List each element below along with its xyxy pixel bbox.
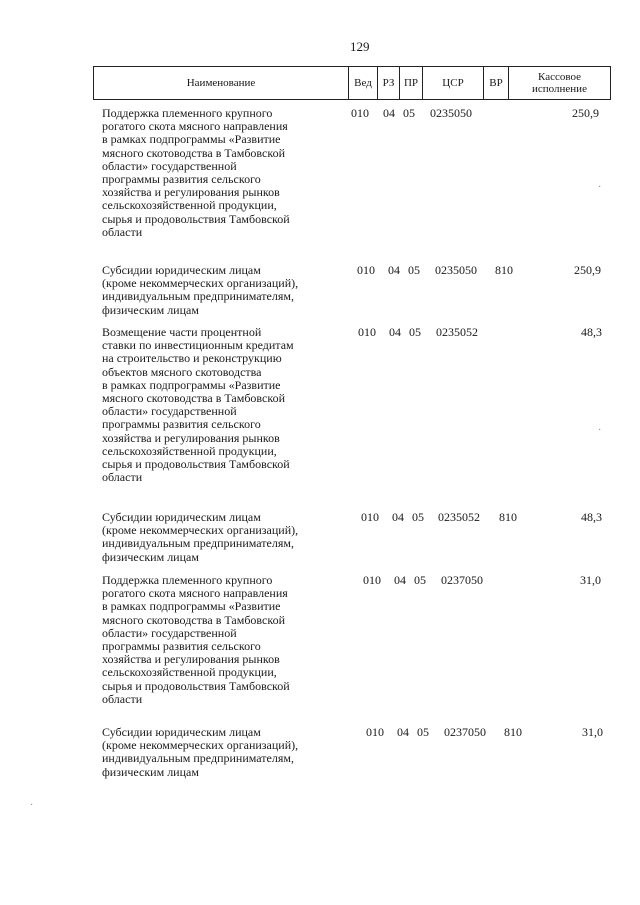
column-header-ved: Вед bbox=[348, 67, 377, 99]
row-csr: 0235052 bbox=[436, 325, 478, 339]
row-rz: 04 bbox=[392, 510, 404, 524]
row-ved: 010 bbox=[358, 325, 376, 339]
row-amount: 250,9 bbox=[572, 106, 599, 120]
row-rz: 04 bbox=[383, 106, 395, 120]
column-header-csr: ЦСР bbox=[422, 67, 483, 99]
row-ved: 010 bbox=[357, 263, 375, 277]
column-header-rz: РЗ bbox=[377, 67, 399, 99]
row-pr: 05 bbox=[403, 106, 415, 120]
row-pr: 05 bbox=[412, 510, 424, 524]
row-name: Поддержка племенного крупного рогатого скота мясного направления в рамках подпрограммы «Развитие мясного скотоводства в Тамбовской области» государственной программы развития сельского хозяйства и регулирования рынков сельскохозяйственной продукции, сырья и продовольствия Тамбовской области bbox=[102, 106, 290, 239]
row-rz: 04 bbox=[394, 573, 406, 587]
scan-speck: · bbox=[598, 425, 602, 436]
row-vr: 810 bbox=[495, 263, 513, 277]
row-vr: 810 bbox=[499, 510, 517, 524]
row-name: Поддержка племенного крупного рогатого скота мясного направления в рамках подпрограммы «Развитие мясного скотоводства в Тамбовской области» государственной программы развития сельского хозяйства и регулирования рынков сельскохозяйственной продукции, сырья и продовольствия Тамбовской области bbox=[102, 573, 290, 706]
table-header bbox=[93, 66, 611, 100]
row-amount: 48,3 bbox=[581, 510, 602, 524]
row-pr: 05 bbox=[414, 573, 426, 587]
column-header-amount: Кассовое исполнение bbox=[508, 67, 610, 99]
row-name: Субсидии юридическим лицам (кроме некоммерческих организаций), индивидуальным предпринимателям, физическим лицам bbox=[102, 725, 299, 779]
row-name: Субсидии юридическим лицам (кроме некоммерческих организаций), индивидуальным предпринимателям, физическим лицам bbox=[102, 263, 299, 317]
row-ved: 010 bbox=[361, 510, 379, 524]
row-csr: 0237050 bbox=[441, 573, 483, 587]
row-csr: 0237050 bbox=[444, 725, 486, 739]
row-vr: 810 bbox=[504, 725, 522, 739]
row-pr: 05 bbox=[409, 325, 421, 339]
row-amount: 48,3 bbox=[581, 325, 602, 339]
row-amount: 31,0 bbox=[582, 725, 603, 739]
row-ved: 010 bbox=[366, 725, 384, 739]
row-rz: 04 bbox=[388, 263, 400, 277]
row-name: Субсидии юридическим лицам (кроме некоммерческих организаций), индивидуальным предпринимателям, физическим лицам bbox=[102, 510, 299, 564]
row-csr: 0235052 bbox=[438, 510, 480, 524]
row-csr: 0235050 bbox=[430, 106, 472, 120]
page-number: 129 bbox=[350, 39, 370, 54]
row-amount: 31,0 bbox=[580, 573, 601, 587]
row-rz: 04 bbox=[389, 325, 401, 339]
scan-speck: · bbox=[598, 182, 602, 193]
column-header-vr: ВР bbox=[483, 67, 508, 99]
row-pr: 05 bbox=[417, 725, 429, 739]
row-name: Возмещение части процентной ставки по инвестиционным кредитам на строительство и реконструкцию объектов мясного скотоводства в рамках подпрограммы «Развитие мясного скотоводства в Тамбовской области» государственной программы развития сельского хозяйства и регулирования рынков сельскохозяйственной продукции, сырья и продовольствия Тамбовской области bbox=[102, 325, 294, 485]
column-header-name: Наименование bbox=[186, 77, 256, 89]
column-header-pr: ПР bbox=[399, 67, 422, 99]
row-ved: 010 bbox=[363, 573, 381, 587]
scan-speck: · bbox=[30, 800, 34, 811]
row-ved: 010 bbox=[351, 106, 369, 120]
row-csr: 0235050 bbox=[435, 263, 477, 277]
row-amount: 250,9 bbox=[574, 263, 601, 277]
row-pr: 05 bbox=[408, 263, 420, 277]
row-rz: 04 bbox=[397, 725, 409, 739]
